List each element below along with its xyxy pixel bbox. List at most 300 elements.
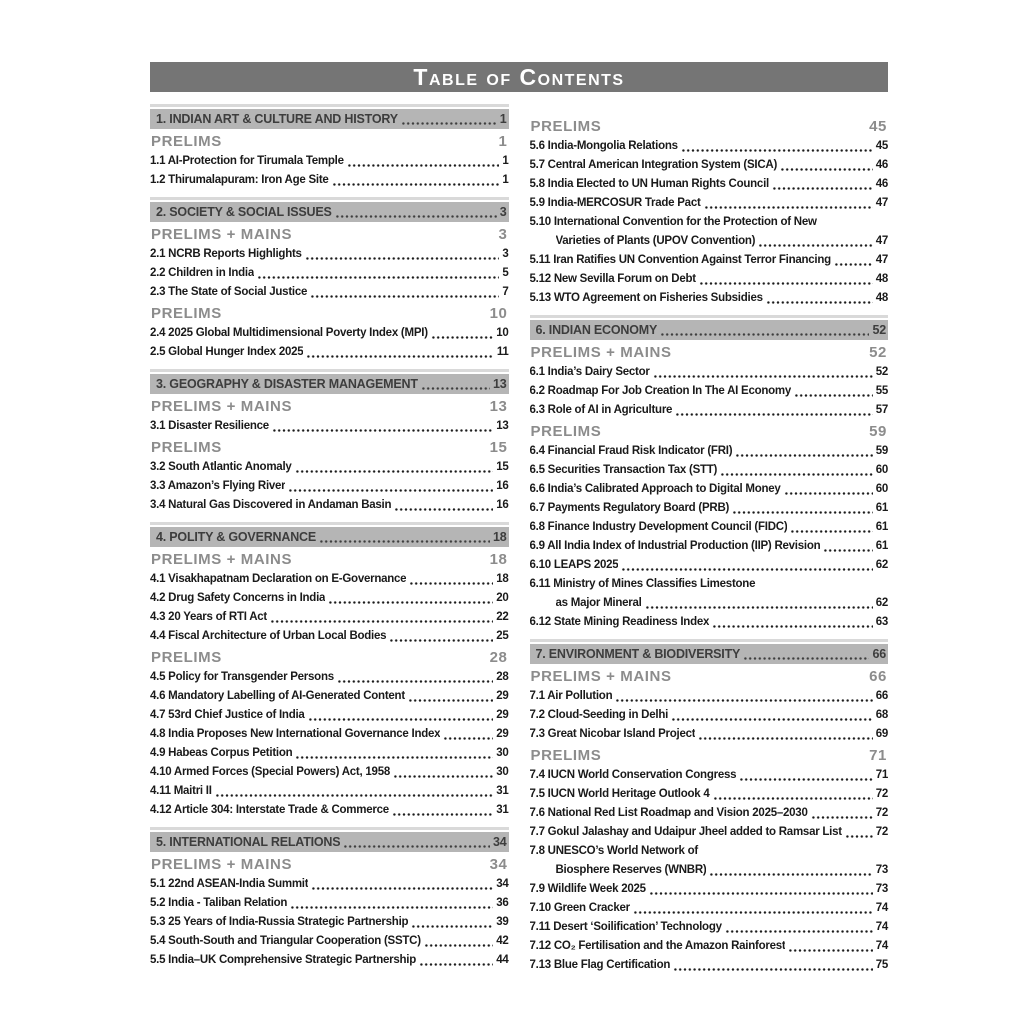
item-page-number: 30	[496, 747, 509, 759]
item-page-number: 16	[496, 499, 509, 511]
section-title: 1. INDIAN ART & CULTURE AND HISTORY	[156, 112, 398, 126]
item-page-number: 73	[875, 864, 888, 876]
toc-item-title: 6.4 Financial Fraud Risk Indicator (FRI)	[529, 445, 733, 457]
toc-item	[530, 382, 889, 401]
toc-item-line2	[530, 594, 889, 613]
leader-dots	[337, 680, 493, 683]
toc-item-title: 7.11 Desert ‘Soilification’ Technology	[529, 921, 722, 933]
item-page-number: 47	[875, 254, 888, 266]
leader-dots	[394, 508, 493, 511]
item-page-number: 47	[875, 197, 888, 209]
item-page-number: 69	[875, 728, 888, 740]
item-page-number: 44	[496, 954, 509, 966]
section-title: 2. SOCIETY & SOCIAL ISSUES	[156, 205, 332, 219]
toc-item	[150, 894, 509, 913]
leader-dots	[720, 473, 873, 476]
toc-item-title-line2: Varieties of Plants (UPOV Convention)	[555, 235, 756, 247]
toc-item	[150, 627, 509, 646]
toc-item-title: 2.5 Global Hunger Index 2025	[150, 346, 304, 358]
exam-type-label-text: PRELIMS + MAINS	[530, 344, 672, 361]
toc-item-title: 7.13 Blue Flag Certification	[529, 959, 671, 971]
exam-type-label-text: PRELIMS	[151, 133, 222, 150]
toc-item	[150, 570, 509, 589]
toc-section-heading	[530, 639, 889, 664]
toc-item-title: 6.7 Payments Regulatory Board (PRB)	[529, 502, 730, 514]
toc-item	[150, 283, 509, 302]
item-page-number: 60	[875, 483, 888, 495]
toc-item	[150, 725, 509, 744]
label-page-number: 10	[489, 305, 508, 322]
leader-dots	[419, 963, 493, 966]
leader-dots	[834, 263, 873, 266]
toc-item	[530, 613, 889, 632]
leader-dots	[443, 737, 493, 740]
toc-item-title: 1.2 Thirumalapuram: Iron Age Site	[150, 174, 329, 186]
item-page-number: 61	[875, 502, 888, 514]
toc-item-title: 4.7 53rd Chief Justice of India	[150, 709, 305, 721]
toc-item	[530, 918, 889, 937]
leader-dots	[780, 168, 873, 171]
toc-item	[530, 363, 889, 382]
exam-type-label	[150, 225, 509, 244]
toc-item	[530, 687, 889, 706]
toc-item-title: 7.6 National Red List Roadmap and Vision 2025–2030	[529, 807, 808, 819]
toc-item-title: 4.3 20 Years of RTI Act	[150, 611, 267, 623]
label-page-number: 28	[489, 649, 508, 666]
leader-dots	[335, 215, 497, 218]
leader-dots	[766, 301, 873, 304]
toc-item	[530, 899, 889, 918]
toc-item	[530, 137, 889, 156]
toc-item-title: 5.6 India-Mongolia Relations	[529, 140, 678, 152]
toc-item	[150, 875, 509, 894]
section-page-number: 52	[872, 323, 886, 337]
leader-dots	[290, 906, 493, 909]
leader-dots	[725, 930, 873, 933]
toc-item	[530, 270, 889, 289]
exam-type-label	[530, 746, 889, 765]
exam-type-label-text: PRELIMS	[151, 439, 222, 456]
toc-item-title: 7.2 Cloud-Seeding in Delhi	[529, 709, 669, 721]
leader-dots	[328, 601, 493, 604]
page-title: Table of Contents	[413, 63, 625, 90]
toc-item-title: 4.11 Maitri II	[150, 785, 212, 797]
toc-item	[530, 880, 889, 899]
toc-item	[530, 251, 889, 270]
item-page-number: 11	[496, 346, 509, 358]
section-top-stripe	[530, 639, 889, 642]
toc-item-title-line1: 5.10 International Convention for the Protection of New	[529, 216, 817, 228]
toc-item	[150, 744, 509, 763]
leader-dots	[409, 582, 493, 585]
label-page-number: 1	[498, 133, 508, 150]
toc-item-title: 5.11 Iran Ratifies UN Convention Against Terror Financing	[529, 254, 831, 266]
leader-dots	[698, 737, 872, 740]
toc-item	[530, 706, 889, 725]
toc-item-twoline	[530, 575, 889, 613]
toc-item	[150, 782, 509, 801]
exam-type-label-text: PRELIMS + MAINS	[151, 226, 293, 243]
section-heading-bar	[530, 320, 889, 340]
item-page-number: 74	[875, 940, 888, 952]
toc-item	[150, 589, 509, 608]
label-page-number: 3	[498, 226, 508, 243]
item-page-number: 29	[496, 728, 509, 740]
toc-item-title: 4.5 Policy for Transgender Persons	[150, 671, 334, 683]
toc-item-title-line2: Biosphere Reserves (WNBR)	[555, 864, 707, 876]
exam-type-label-text: PRELIMS	[151, 305, 222, 322]
item-page-number: 45	[875, 140, 888, 152]
toc-item	[150, 763, 509, 782]
toc-item	[150, 417, 509, 436]
leader-dots	[306, 355, 493, 358]
item-page-number: 63	[875, 616, 888, 628]
leader-dots	[305, 257, 500, 260]
section-title: 5. INTERNATIONAL RELATIONS	[156, 835, 341, 849]
toc-item	[150, 171, 509, 190]
leader-dots	[699, 282, 873, 285]
leader-dots	[295, 756, 493, 759]
item-page-number: 29	[496, 709, 509, 721]
toc-item-title: 5.9 India-MERCOSUR Trade Pact	[529, 197, 701, 209]
leader-dots	[671, 718, 873, 721]
leader-dots	[408, 699, 493, 702]
toc-item-title: 4.8 India Proposes New International Governance Index	[150, 728, 441, 740]
item-page-number: 72	[875, 826, 888, 838]
toc-item-title: 2.3 The State of Social Justice	[150, 286, 308, 298]
item-page-number: 72	[875, 788, 888, 800]
leader-dots	[310, 295, 499, 298]
toc-item-title: 5.5 India–UK Comprehensive Strategic Partnership	[150, 954, 417, 966]
item-page-number: 48	[875, 273, 888, 285]
toc-item-twoline	[530, 213, 889, 251]
label-page-number: 59	[869, 423, 887, 440]
toc-item-title: 1.1 AI-Protection for Tirumala Temple	[150, 155, 344, 167]
toc-item-title: 7.9 Wildlife Week 2025	[529, 883, 646, 895]
leader-dots	[347, 164, 500, 167]
toc-item	[530, 956, 889, 975]
toc-item-title: 5.7 Central American Integration System (SICA)	[529, 159, 778, 171]
toc-item-title: 4.4 Fiscal Architecture of Urban Local Bodies	[150, 630, 387, 642]
section-page-number: 3	[499, 205, 507, 219]
toc-item-title: 6.10 LEAPS 2025	[529, 559, 619, 571]
item-page-number: 31	[496, 804, 509, 816]
toc-section-heading	[150, 522, 509, 547]
toc-item	[530, 766, 889, 785]
leader-dots	[732, 511, 873, 514]
section-heading-bar	[150, 374, 509, 394]
leader-dots	[823, 549, 872, 552]
leader-dots	[675, 413, 873, 416]
toc-item	[150, 932, 509, 951]
item-page-number: 74	[875, 921, 888, 933]
toc-columns	[150, 104, 888, 975]
item-page-number: 31	[496, 785, 509, 797]
leader-dots	[424, 944, 493, 947]
toc-item-title: 6.3 Role of AI in Agriculture	[529, 404, 673, 416]
item-page-number: 74	[875, 902, 888, 914]
item-page-number: 46	[875, 159, 888, 171]
exam-type-label-text: PRELIMS	[530, 423, 602, 440]
toc-item	[530, 556, 889, 575]
toc-item	[530, 537, 889, 556]
item-page-number: 13	[496, 420, 509, 432]
exam-type-label	[530, 343, 889, 362]
item-page-number: 36	[496, 897, 509, 909]
label-page-number: 13	[489, 398, 508, 415]
toc-section-heading	[150, 827, 509, 852]
toc-item	[150, 706, 509, 725]
leader-dots	[401, 122, 497, 125]
toc-item	[530, 175, 889, 194]
toc-item-title: 5.2 India - Taliban Relation	[150, 897, 288, 909]
toc-item	[150, 496, 509, 515]
toc-item	[530, 499, 889, 518]
leader-dots	[343, 845, 490, 848]
item-page-number: 5	[502, 267, 509, 279]
section-page-number: 1	[499, 112, 507, 126]
section-page-number: 13	[492, 377, 507, 391]
toc-item	[530, 401, 889, 420]
toc-item	[150, 477, 509, 496]
exam-type-label	[150, 397, 509, 416]
leader-dots	[811, 816, 873, 819]
label-page-number: 15	[489, 439, 508, 456]
leader-dots	[272, 429, 493, 432]
item-page-number: 61	[875, 521, 888, 533]
toc-item-title: 6.1 India’s Dairy Sector	[529, 366, 650, 378]
toc-item-title: 5.4 South-South and Triangular Cooperation (SSTC)	[150, 935, 421, 947]
toc-item	[150, 608, 509, 627]
section-page-number: 18	[492, 530, 507, 544]
leader-dots	[758, 244, 872, 247]
exam-type-label	[530, 422, 889, 441]
leader-dots	[389, 639, 493, 642]
exam-type-label	[530, 117, 889, 136]
toc-item-title: 4.6 Mandatory Labelling of AI-Generated Content	[150, 690, 405, 702]
exam-type-label	[530, 667, 889, 686]
leader-dots	[794, 394, 873, 397]
item-page-number: 16	[496, 480, 509, 492]
section-top-stripe	[150, 369, 509, 372]
exam-type-label	[150, 550, 509, 569]
toc-item-title: 3.3 Amazon’s Flying River	[150, 480, 286, 492]
item-page-number: 10	[496, 327, 509, 339]
exam-type-label-text: PRELIMS	[151, 649, 222, 666]
leader-dots	[704, 206, 873, 209]
section-title: 6. INDIAN ECONOMY	[535, 323, 658, 337]
section-title: 4. POLITY & GOVERNANCE	[156, 530, 316, 544]
toc-item	[150, 913, 509, 932]
item-page-number: 47	[875, 235, 888, 247]
toc-item-title: 5.1 22nd ASEAN-India Summit	[150, 878, 309, 890]
toc-column-right	[530, 104, 889, 975]
section-title: 7. ENVIRONMENT & BIODIVERSITY	[535, 647, 741, 661]
item-page-number: 34	[496, 878, 509, 890]
toc-item-title: 7.5 IUCN World Heritage Outlook 4	[529, 788, 710, 800]
toc-item-line2	[530, 861, 889, 880]
toc-item-title: 5.8 India Elected to UN Human Rights Council	[529, 178, 769, 190]
item-page-number: 15	[496, 461, 509, 473]
section-top-stripe	[150, 104, 509, 107]
toc-item	[150, 264, 509, 283]
toc-item	[530, 725, 889, 744]
item-page-number: 68	[875, 709, 888, 721]
leader-dots	[215, 794, 494, 797]
toc-item-title: 7.3 Great Nicobar Island Project	[529, 728, 696, 740]
toc-item-title: 6.8 Finance Industry Development Council (FIDC)	[529, 521, 788, 533]
toc-section-heading	[150, 369, 509, 394]
leader-dots	[633, 911, 873, 914]
section-top-stripe	[530, 315, 889, 318]
toc-item	[150, 324, 509, 343]
toc-section-heading	[530, 315, 889, 340]
item-page-number: 28	[496, 671, 509, 683]
leader-dots	[660, 333, 869, 336]
toc-item-line2	[530, 232, 889, 251]
toc-item-title: 7.12 CO₂ Fertilisation and the Amazon Rainforest	[529, 940, 786, 952]
toc-item-title: 6.9 All India Index of Industrial Production (IIP) Revision	[529, 540, 821, 552]
item-page-number: 61	[875, 540, 888, 552]
item-page-number: 25	[496, 630, 509, 642]
item-page-number: 3	[502, 248, 509, 260]
toc-item-title: 5.13 WTO Agreement on Fisheries Subsidies	[529, 292, 763, 304]
toc-item	[530, 461, 889, 480]
toc-item-title: 3.4 Natural Gas Discovered in Andaman Basin	[150, 499, 392, 511]
leader-dots	[653, 375, 873, 378]
exam-type-label	[150, 132, 509, 151]
section-page-number: 34	[492, 835, 507, 849]
item-page-number: 59	[875, 445, 888, 457]
exam-type-label-text: PRELIMS + MAINS	[151, 551, 293, 568]
leader-dots	[713, 797, 873, 800]
toc-item	[530, 823, 889, 842]
toc-item-title: 2.2 Children in India	[150, 267, 255, 279]
exam-type-label-text: PRELIMS + MAINS	[530, 668, 672, 685]
exam-type-label	[150, 304, 509, 323]
leader-dots	[431, 336, 493, 339]
toc-item-title: 6.5 Securities Transaction Tax (STT)	[529, 464, 718, 476]
toc-item-title-line2: as Major Mineral	[555, 597, 642, 609]
item-page-number: 60	[875, 464, 888, 476]
section-top-stripe	[150, 522, 509, 525]
leader-dots	[772, 187, 873, 190]
toc-item-title: 5.3 25 Years of India-Russia Strategic Partnership	[150, 916, 409, 928]
toc-item	[150, 801, 509, 820]
leader-dots	[295, 470, 494, 473]
leader-dots	[673, 968, 873, 971]
toc-item-title: 6.6 India’s Calibrated Approach to Digital Money	[529, 483, 781, 495]
toc-item-title: 7.1 Air Pollution	[529, 690, 613, 702]
leader-dots	[743, 657, 869, 660]
item-page-number: 73	[875, 883, 888, 895]
leader-dots	[712, 625, 873, 628]
leader-dots	[411, 925, 493, 928]
item-page-number: 7	[502, 286, 509, 298]
toc-item-twoline	[530, 842, 889, 880]
toc-item	[530, 518, 889, 537]
item-page-number: 42	[496, 935, 509, 947]
toc-item-title: 6.12 State Mining Readiness Index	[529, 616, 710, 628]
leader-dots	[739, 778, 872, 781]
leader-dots	[319, 540, 490, 543]
exam-type-label-text: PRELIMS	[530, 118, 602, 135]
leader-dots	[332, 183, 500, 186]
exam-type-label	[150, 438, 509, 457]
item-page-number: 72	[875, 807, 888, 819]
leader-dots	[421, 387, 490, 390]
leader-dots	[735, 454, 872, 457]
leader-dots	[709, 873, 872, 876]
exam-type-label-text: PRELIMS + MAINS	[151, 398, 293, 415]
leader-dots	[790, 530, 872, 533]
item-page-number: 52	[875, 366, 888, 378]
item-page-number: 55	[875, 385, 888, 397]
label-page-number: 34	[489, 856, 508, 873]
toc-item	[150, 343, 509, 362]
item-page-number: 30	[496, 766, 509, 778]
toc-item-title: 5.12 New Sevilla Forum on Debt	[529, 273, 696, 285]
toc-item	[150, 152, 509, 171]
leader-dots	[308, 718, 494, 721]
leader-dots	[621, 568, 872, 571]
toc-item-title-line1: 7.8 UNESCO’s World Network of	[529, 845, 698, 857]
toc-item-title: 4.1 Visakhapatnam Declaration on E-Governance	[150, 573, 407, 585]
toc-item	[530, 480, 889, 499]
section-title: 3. GEOGRAPHY & DISASTER MANAGEMENT	[156, 377, 418, 391]
toc-item-title: 2.4 2025 Global Multidimensional Poverty Index (MPI)	[150, 327, 428, 339]
item-page-number: 48	[875, 292, 888, 304]
leader-dots	[392, 813, 493, 816]
toc-item-title: 7.7 Gokul Jalashay and Udaipur Jheel added to Ramsar List	[529, 826, 842, 838]
leader-dots	[681, 149, 873, 152]
section-heading-bar	[150, 832, 509, 852]
item-page-number: 62	[875, 597, 888, 609]
toc-item-title: 3.1 Disaster Resilience	[150, 420, 269, 432]
section-heading-bar	[150, 527, 509, 547]
toc-item-title: 3.2 South Atlantic Anomaly	[150, 461, 292, 473]
toc-item	[530, 804, 889, 823]
item-page-number: 71	[875, 769, 888, 781]
item-page-number: 75	[875, 959, 888, 971]
toc-item	[150, 687, 509, 706]
leader-dots	[270, 620, 493, 623]
item-page-number: 29	[496, 690, 509, 702]
toc-item-title: 4.9 Habeas Corpus Petition	[150, 747, 293, 759]
leader-dots	[845, 835, 873, 838]
toc-item	[530, 442, 889, 461]
item-page-number: 66	[875, 690, 888, 702]
item-page-number: 62	[875, 559, 888, 571]
toc-item	[530, 785, 889, 804]
exam-type-label	[150, 855, 509, 874]
item-page-number: 1	[502, 174, 509, 186]
exam-type-label	[150, 648, 509, 667]
section-heading-bar	[150, 109, 509, 129]
section-heading-bar	[150, 202, 509, 222]
toc-item	[150, 951, 509, 970]
leader-dots	[788, 949, 872, 952]
toc-item	[150, 458, 509, 477]
section-top-stripe	[150, 827, 509, 830]
toc-item	[530, 937, 889, 956]
section-top-stripe	[150, 197, 509, 200]
page-title-bar	[150, 62, 888, 92]
label-page-number: 52	[869, 344, 887, 361]
item-page-number: 20	[496, 592, 509, 604]
toc-item	[530, 289, 889, 308]
toc-section-heading	[150, 104, 509, 129]
